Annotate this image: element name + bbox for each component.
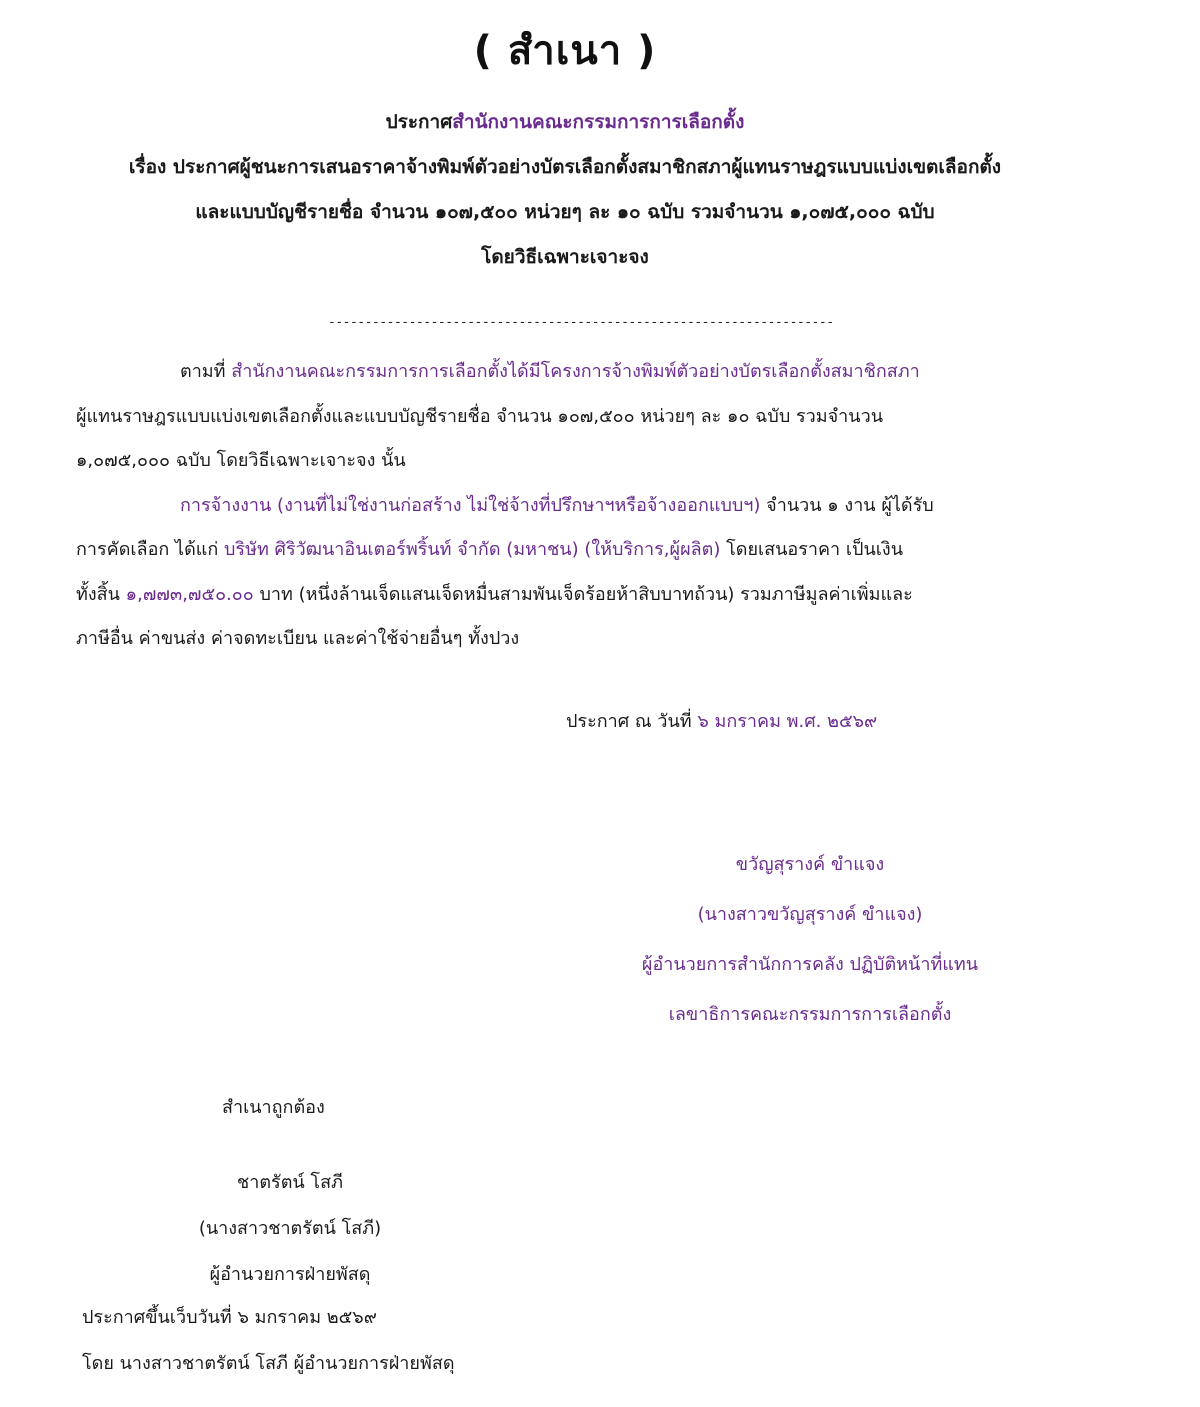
subject-line-3: โดยวิธีเฉพาะเจาะจง — [481, 246, 649, 268]
paragraph-award-line-1 — [76, 484, 1036, 529]
paragraph-award-line-2 — [76, 528, 1036, 573]
p2-line3-rest: บาท (หนึ่งล้านเจ็ดแสนเจ็ดหมื่นสามพันเจ็ดร้อยห้าสิบบาทถ้วน) รวมภาษีมูลค่าเพิ่มและ — [253, 583, 913, 605]
signer-position: ผู้อำนวยการสำนักการคลัง ปฏิบัติหน้าที่แทน — [641, 954, 979, 975]
bid-amount: ๑,๗๗๓,๗๕๐.๐๐ — [125, 583, 254, 605]
certifier-full-name: (นางสาวชาตรัตน์ โสภี) — [198, 1218, 382, 1239]
section-divider: --------------------------------------------------------------------- — [328, 315, 834, 330]
p2-line2-lead: การคัดเลือก ได้แก่ — [76, 539, 224, 560]
announcement-date — [566, 706, 877, 735]
certified-copy-label: สำเนาถูกต้อง — [222, 1097, 325, 1118]
signer-position-2: เลขาธิการคณะกรรมการการเลือกตั้ง — [668, 1004, 952, 1025]
agency-name: สำนักงานคณะกรรมการการเลือกตั้ง — [452, 111, 745, 133]
paragraph-award — [76, 484, 1036, 529]
p1-lead: ตามที่ — [180, 361, 232, 382]
copy-mark-title: ( สำเนา ) — [473, 28, 657, 74]
announcement-body — [76, 350, 1036, 662]
date-label: ประกาศ ณ วันที่ — [566, 711, 698, 732]
web-posting-date: ประกาศขึ้นเว็บวันที่ ๖ มกราคม ๒๕๖๙ — [82, 1307, 377, 1328]
announcement-header — [0, 100, 1130, 280]
p1-agency: สำนักงานคณะกรรมการการเลือกตั้ง — [231, 361, 508, 382]
p1-rest: ได้มีโครงการจ้างพิมพ์ตัวอย่างบัตรเลือกตั้งสมาชิกสภา — [507, 361, 920, 382]
certifier-signed-name: ชาตรัตน์ โสภี — [237, 1172, 343, 1193]
announce-prefix: ประกาศ — [385, 111, 453, 133]
date-value: ๖ มกราคม พ.ศ. ๒๕๖๙ — [697, 711, 878, 732]
winning-company: บริษัท ศิริวัฒนาอินเตอร์พริ้นท์ จำกัด (มหาชน) (ให้บริการ,ผู้ผลิต) — [223, 539, 721, 560]
p2-line3-lead: ทั้งสิ้น — [76, 583, 126, 605]
paragraph-award-line-3 — [76, 573, 1036, 618]
signer-full-name: (นางสาวขวัญสุรางค์ ขำแจง) — [697, 904, 923, 925]
announcement-agency-line — [0, 100, 1130, 145]
signer-signed-name: ขวัญสุรางค์ ขำแจง — [735, 854, 885, 875]
subject-line-1: เรื่อง ประกาศผู้ชนะการเสนอราคาจ้างพิมพ์ตัวอย่างบัตรเลือกตั้งสมาชิกสภาผู้แทนราษฎรแบบแบ่งเขตเลือกตั้ง — [128, 156, 1002, 178]
certifier-position: ผู้อำนวยการฝ่ายพัสดุ — [209, 1264, 371, 1285]
paragraph-project-line-3: ๑,๐๗๕,๐๐๐ ฉบับ โดยวิธีเฉพาะเจาะจง นั้น — [76, 450, 406, 471]
subject-line-2: และแบบบัญชีรายชื่อ จำนวน ๑๐๗,๕๐๐ หน่วยๆ ละ ๑๐ ฉบับ รวมจำนวน ๑,๐๗๕,๐๐๐ ฉบับ — [195, 201, 935, 223]
certifier-signature-block — [160, 1160, 420, 1298]
p2-line2-rest: โดยเสนอราคา เป็นเงิน — [720, 539, 904, 560]
paragraph-project-line-1 — [76, 350, 1036, 395]
web-posting-by: โดย นางสาวชาตรัตน์ โสภี ผู้อำนวยการฝ่ายพัสดุ — [82, 1353, 455, 1374]
p2-rest: จำนวน ๑ งาน ผู้ได้รับ — [760, 494, 934, 516]
official-signature-block — [560, 840, 1060, 1040]
paragraph-project-line-2: ผู้แทนราษฎรแบบแบ่งเขตเลือกตั้งและแบบบัญชีรายชื่อ จำนวน ๑๐๗,๕๐๐ หน่วยๆ ละ ๑๐ ฉบับ รวมจำนวน — [76, 405, 883, 427]
procurement-type: การจ้างงาน (งานที่ไม่ใช่งานก่อสร้าง ไม่ใช่จ้างที่ปรึกษาฯหรือจ้างออกแบบฯ) — [180, 494, 761, 516]
paragraph-project — [76, 350, 1036, 395]
paragraph-award-line-4: ภาษีอื่น ค่าขนส่ง ค่าจดทะเบียน และค่าใช้จ่ายอื่นๆ ทั้งปวง — [76, 628, 520, 649]
